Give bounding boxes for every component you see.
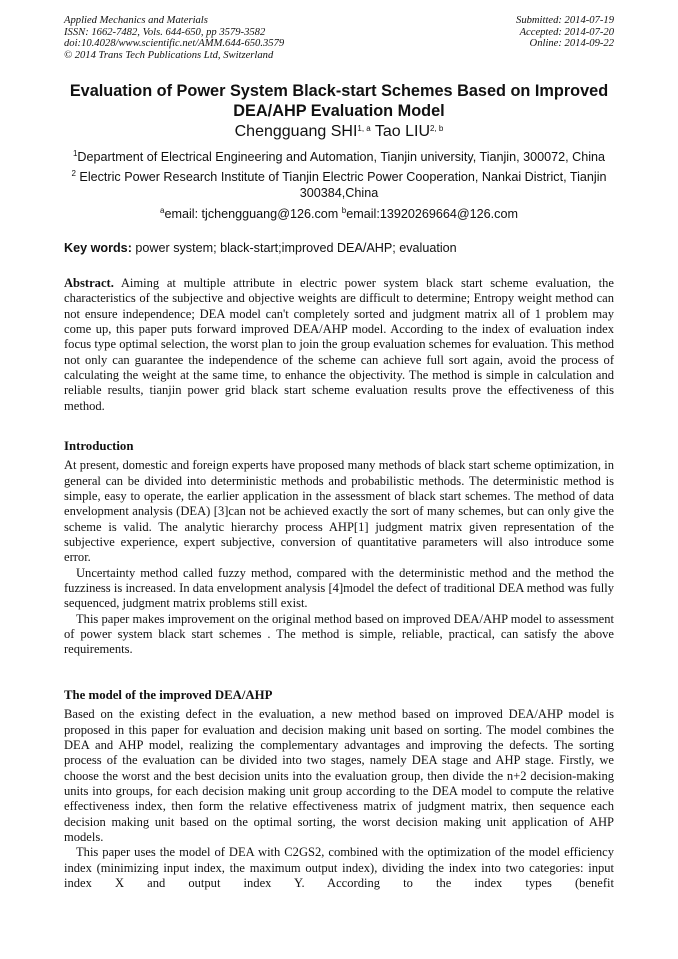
email-a: email: tjchengguang@126.com — [164, 207, 342, 221]
affiliation-sup: 1 — [72, 149, 78, 158]
title-line: DEA/AHP Evaluation Model — [233, 101, 445, 120]
journal-info — [64, 15, 284, 61]
email-b: email:13920269664@126.com — [346, 207, 518, 221]
authors — [40, 123, 638, 141]
keywords — [64, 241, 614, 256]
keywords-text: power system; black-start;improved DEA/AHP; evaluation — [131, 241, 457, 255]
section-heading: The model of the improved DEA/AHP — [64, 688, 273, 702]
author-sup: 1, a — [357, 124, 371, 133]
author-name: Chengguang SHI — [234, 123, 358, 140]
abstract-text: Aiming at multiple attribute in electric power system black start scheme evaluation, the characteristics of the subjective and objective weights are difficult to determine; Entropy weight method can not ensure independence; DEA model can't completely sorted and judgment matrix all of 1 problem may come up, this paper puts forward improved DEA/AHP model. According to the index of evaluation index focus type optimal selection, the worst plan to join the group evaluation schemes for evaluation. This method not only can guarantee the independence of the scheme can achieve full sort again, avoid the process of calculating the weight at the same time, to enhance the objectivity. The method is simple in calculation and reliable results, tianjin power grid black start scheme evaluation results prove the effectiveness of this method. — [64, 276, 614, 413]
affiliation-text: Electric Power Research Institute of Tianjin Electric Power Cooperation, Nankai District, Tianjin 300384,China — [75, 170, 607, 200]
affiliation-text: Department of Electrical Engineering and Automation, Tianjin university, Tianjin, 300072, China — [77, 150, 606, 164]
paper-title — [40, 82, 638, 121]
journal-name: Applied Mechanics and Materials — [64, 15, 208, 26]
section-introduction — [64, 439, 614, 658]
paragraph: At present, domestic and foreign experts have proposed many methods of black start scheme optimization, in general can be divided into deterministic methods and probabilistic methods. The deterministic method is simple, easy to operate, the earlier application in the assessment of black start schemes. The method of data envelopment analysis (DEA) [3]can not be achieved exactly the sort of many schemes, but can only give the scheme is valid. The analytic hierarchy process AHP[1] judgment matrix given representation of the subjective experience, expert subjective, conversion of quantitative parameters will also introduce some error. — [64, 458, 614, 565]
affiliation-2 — [70, 169, 608, 201]
dates — [516, 15, 614, 50]
affiliation-1 — [40, 149, 638, 165]
section-heading: Introduction — [64, 439, 134, 453]
affiliation-sup: 2 — [71, 169, 76, 178]
copyright: © 2014 Trans Tech Publications Ltd, Switzerland — [64, 49, 274, 61]
doi: doi:10.4028/www.scientific.net/AMM.644-650.3579 — [64, 38, 285, 50]
submitted-date: Submitted: 2014-07-19 — [516, 15, 614, 26]
author-sup: 2, b — [430, 124, 444, 133]
issn: ISSN: 1662-7482, Vols. 644-650, pp 3579-3582 — [64, 26, 266, 38]
author-name: Tao LIU — [374, 123, 431, 140]
email-sup: b — [341, 206, 347, 215]
paragraph: This paper makes improvement on the original method based on improved DEA/AHP model to assessment of power system black start schemes . The method is simple, reliable, practical, can satisfy the above requirements. — [64, 611, 614, 657]
paragraph: Uncertainty method called fuzzy method, compared with the deterministic method and the method the fuzziness is increased. In data envelopment analysis [4]model the defect of traditional DEA method was fully sequenced, judgment matrix problems still exist. — [64, 565, 614, 611]
abstract-label: Abstract. — [64, 276, 114, 290]
accepted-date: Accepted: 2014-07-20 — [519, 26, 614, 38]
paragraph: Based on the existing defect in the evaluation, a new method based on improved DEA/AHP model is proposed in this paper for evaluation and decision making unit based on sorting. The model combines the DEA and AHP model, realizing the complementary advantages and improving the defects. The sorting process of the evaluation can be divided into two stages, namely DEA stage and AHP stage. Firstly, we choose the worst and the best decision units into the evaluation group, then divide the n+2 decision-making units into groups, for each decision making unit group according to the DEA model to compute the relative effectiveness index, then form the relative effectiveness matrix of judgment matrix, then sequence each decision making unit based on the optimal sorting, the worst decision making unit application of AHP models. — [64, 707, 614, 845]
paragraph: This paper uses the model of DEA with C2GS2, combined with the optimization of the model efficiency index (minimizing input index, the maximum output index), dividing the index into two categories: input index X and output index Y. According to the index types (benefit — [64, 845, 614, 891]
abstract — [64, 276, 614, 414]
keywords-label: Key words: — [64, 241, 132, 255]
email-sup: a — [160, 206, 165, 215]
title-line: Evaluation of Power System Black-start Schemes Based on Improved — [69, 82, 609, 100]
emails — [40, 206, 638, 222]
online-date: Online: 2014-09-22 — [529, 38, 614, 50]
section-model — [64, 688, 614, 891]
